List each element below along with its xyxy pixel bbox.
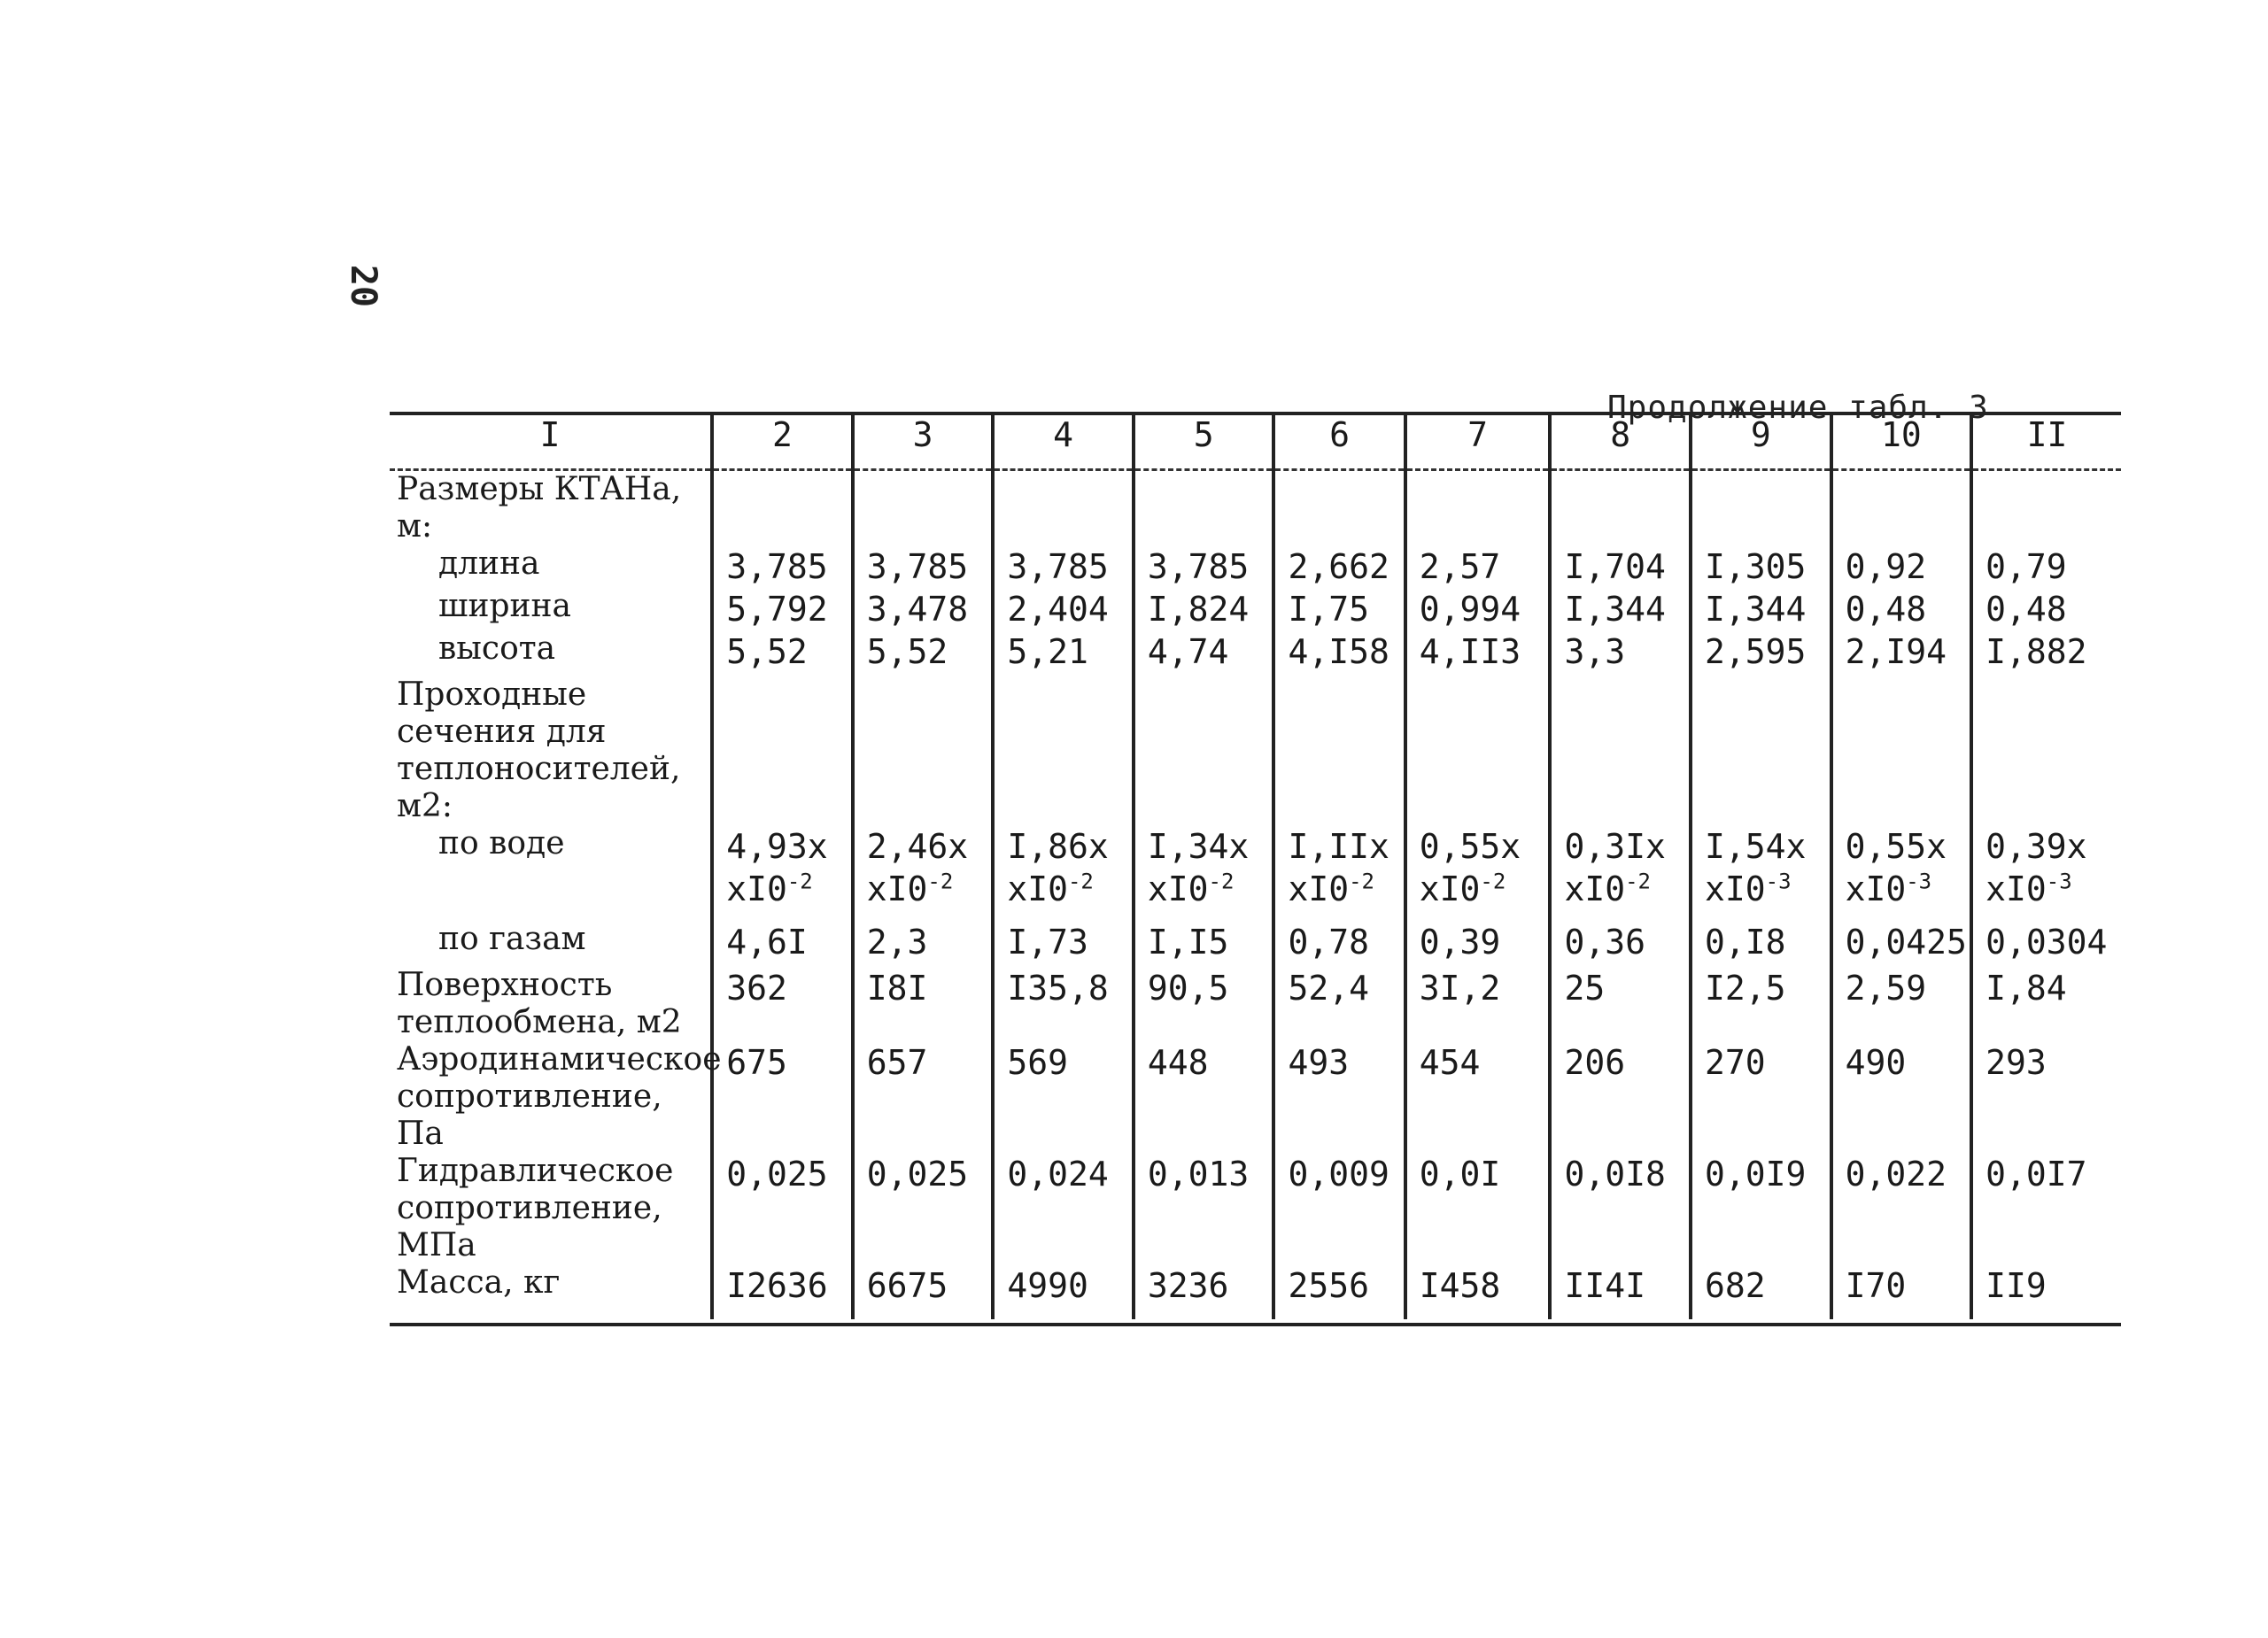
cell-value: 0,022	[1845, 1155, 1947, 1194]
table-cell	[1134, 630, 1274, 676]
cell-value: 0,0425	[1845, 923, 1967, 962]
table-cell	[853, 1153, 994, 1264]
table-cell	[1134, 470, 1274, 546]
table-row	[390, 921, 2121, 967]
table-cell	[1831, 868, 1972, 921]
table-cell	[993, 1264, 1134, 1319]
row-label: Аэродинамическое сопротивление, Па	[397, 1041, 722, 1152]
cell-value: 2,59	[1845, 969, 1927, 1008]
table-cell	[1134, 921, 1274, 967]
cell-value: 4,II3	[1419, 632, 1521, 671]
table-cell	[1691, 967, 1831, 1041]
cell-value: 454	[1419, 1043, 1481, 1082]
cell-value: 3,478	[866, 590, 969, 629]
table-cell	[1971, 588, 2121, 630]
cell-value: I,73	[1007, 923, 1088, 962]
cell-value: 4,6I	[726, 923, 808, 962]
cell-value: 490	[1845, 1043, 1907, 1082]
table-cell	[1691, 1153, 1831, 1264]
table-cell	[1971, 921, 2121, 967]
row-label: по воде	[438, 825, 565, 861]
cell-value: 0,0I7	[1985, 1155, 2087, 1194]
table-cell	[1273, 630, 1405, 676]
table-cell	[853, 868, 994, 921]
table-cell	[1550, 630, 1691, 676]
table-cell	[1550, 676, 1691, 825]
cell-value: 0,0I8	[1564, 1155, 1666, 1194]
cell-value: I2636	[726, 1266, 828, 1305]
page-number: 20	[343, 264, 384, 308]
cell-value: I458	[1419, 1266, 1501, 1305]
cell-value: 657	[866, 1043, 928, 1082]
cell-value: 0,55х	[1845, 827, 1947, 866]
data-table-wrapper	[390, 412, 2121, 1326]
row-label: Поверхность теплообмена, м2	[397, 967, 682, 1040]
table-cell	[993, 676, 1134, 825]
cell-value: 3,3	[1564, 632, 1626, 671]
cell-value: 0,I8	[1705, 923, 1786, 962]
cell-value: хI0	[1007, 869, 1068, 908]
table-cell	[1971, 470, 2121, 546]
table-cell	[1134, 1153, 1274, 1264]
table-cell	[1134, 967, 1274, 1041]
cell-value: хI0	[1288, 869, 1350, 908]
table-row	[390, 470, 2121, 546]
table-cell	[1831, 470, 1972, 546]
column-header-11: II	[1971, 415, 2121, 470]
cell-value: хI0	[1419, 869, 1481, 908]
table-cell	[1273, 868, 1405, 921]
table-cell	[712, 868, 853, 921]
row-label: Размеры КТАНа, м:	[397, 471, 682, 545]
table-cell	[1831, 545, 1972, 588]
table-cell	[712, 921, 853, 967]
table-cell	[1831, 1153, 1972, 1264]
cell-value: 6675	[866, 1266, 948, 1305]
table-row	[390, 967, 2121, 1041]
table-bottom-rule	[390, 1323, 2121, 1326]
table-cell	[712, 676, 853, 825]
cell-value: 2556	[1288, 1266, 1369, 1305]
table-cell	[1691, 470, 1831, 546]
table-cell	[853, 825, 994, 868]
cell-exponent: -3	[1765, 869, 1792, 894]
table-cell	[993, 825, 1134, 868]
cell-value: 0,39	[1419, 923, 1501, 962]
cell-value: I,34х	[1147, 827, 1250, 866]
table-cell	[1134, 1264, 1274, 1319]
cell-value: 4,I58	[1288, 632, 1389, 671]
cell-value: 4990	[1007, 1266, 1088, 1305]
table-cell	[993, 588, 1134, 630]
cell-value: 25	[1564, 969, 1606, 1008]
table-cell	[1273, 825, 1405, 868]
cell-value: 675	[726, 1043, 787, 1082]
table-cell	[1273, 1264, 1405, 1319]
table-cell	[993, 1041, 1134, 1153]
cell-value: 0,024	[1007, 1155, 1109, 1194]
table-row	[390, 1153, 2121, 1264]
table-cell	[1550, 545, 1691, 588]
table-cell	[1550, 588, 1691, 630]
cell-exponent: -2	[1208, 869, 1235, 894]
data-table	[390, 415, 2121, 1319]
cell-value: хI0	[1147, 869, 1209, 908]
table-cell	[1691, 676, 1831, 825]
table-cell	[1273, 545, 1405, 588]
table-cell	[1134, 588, 1274, 630]
cell-value: 2,3	[866, 923, 928, 962]
table-row	[390, 545, 2121, 588]
table-cell	[1831, 967, 1972, 1041]
table-row	[390, 630, 2121, 676]
table-cell	[1691, 1264, 1831, 1319]
table-cell	[853, 470, 994, 546]
cell-value: 4,93х	[726, 827, 828, 866]
table-cell	[1550, 868, 1691, 921]
table-cell	[1831, 588, 1972, 630]
cell-value: 0,0304	[1985, 923, 2108, 962]
table-caption: Продолжение табл. 3	[1607, 390, 1989, 426]
row-label: ширина	[438, 588, 571, 624]
table-cell	[993, 967, 1134, 1041]
table-cell	[712, 967, 853, 1041]
cell-value: 0,3Iх	[1564, 827, 1666, 866]
table-row	[390, 825, 2121, 868]
table-cell	[853, 630, 994, 676]
table-cell	[712, 825, 853, 868]
column-header-7: 7	[1405, 415, 1551, 470]
table-cell	[1273, 921, 1405, 967]
table-cell	[1831, 1041, 1972, 1153]
table-cell	[993, 868, 1134, 921]
table-cell	[1691, 868, 1831, 921]
column-header-6: 6	[1273, 415, 1405, 470]
table-cell	[853, 676, 994, 825]
row-label: Масса, кг	[397, 1264, 561, 1301]
table-cell	[853, 921, 994, 967]
cell-exponent: -2	[1480, 869, 1506, 894]
cell-value: хI0	[1705, 869, 1766, 908]
table-cell	[1971, 967, 2121, 1041]
cell-value: 2,46х	[866, 827, 969, 866]
table-cell	[712, 470, 853, 546]
table-cell	[1134, 868, 1274, 921]
column-header-1: I	[390, 415, 712, 470]
cell-value: 0,48	[1845, 590, 1927, 629]
column-header-2: 2	[712, 415, 853, 470]
cell-value: 0,92	[1845, 547, 1927, 586]
table-cell	[1134, 545, 1274, 588]
table-cell	[1134, 825, 1274, 868]
cell-value: I,86х	[1007, 827, 1109, 866]
cell-value: 3236	[1147, 1266, 1229, 1305]
table-cell	[853, 1041, 994, 1153]
table-cell	[993, 1153, 1134, 1264]
table-cell	[1405, 545, 1551, 588]
table-cell	[1550, 1153, 1691, 1264]
cell-value: 493	[1288, 1043, 1350, 1082]
cell-value: 52,4	[1288, 969, 1369, 1008]
cell-value: 270	[1705, 1043, 1766, 1082]
table-cell	[1971, 1153, 2121, 1264]
cell-value: I,824	[1147, 590, 1250, 629]
column-header-4: 4	[993, 415, 1134, 470]
cell-value: I,84	[1985, 969, 2067, 1008]
table-cell	[853, 545, 994, 588]
cell-value: 2,595	[1705, 632, 1807, 671]
table-cell	[1550, 967, 1691, 1041]
cell-value: II4I	[1564, 1266, 1645, 1305]
table-cell	[1273, 676, 1405, 825]
table-cell	[712, 588, 853, 630]
cell-value: 4,74	[1147, 632, 1229, 671]
table-cell	[1405, 825, 1551, 868]
table-cell	[1405, 967, 1551, 1041]
cell-value: 0,78	[1288, 923, 1369, 962]
cell-value: хI0	[866, 869, 928, 908]
table-cell	[993, 545, 1134, 588]
cell-value: 5,792	[726, 590, 828, 629]
cell-value: I,IIх	[1288, 827, 1389, 866]
row-label	[390, 868, 712, 921]
cell-value: 0,0I	[1419, 1155, 1501, 1194]
table-cell	[1691, 921, 1831, 967]
cell-value: 682	[1705, 1266, 1766, 1305]
table-cell	[1971, 868, 2121, 921]
table-row	[390, 588, 2121, 630]
table-cell	[1831, 1264, 1972, 1319]
cell-value: I,75	[1288, 590, 1369, 629]
cell-value: 2,57	[1419, 547, 1501, 586]
table-cell	[1971, 630, 2121, 676]
table-cell	[853, 588, 994, 630]
cell-value: I,704	[1564, 547, 1666, 586]
table-cell	[853, 967, 994, 1041]
column-header-8: 8	[1550, 415, 1691, 470]
table-cell	[853, 1264, 994, 1319]
table-cell	[1405, 868, 1551, 921]
table-cell	[1550, 921, 1691, 967]
table-cell	[1273, 967, 1405, 1041]
cell-exponent: -2	[1625, 869, 1651, 894]
cell-value: 293	[1985, 1043, 2047, 1082]
cell-value: I8I	[866, 969, 928, 1008]
cell-value: хI0	[1985, 869, 2047, 908]
table-cell	[1550, 1264, 1691, 1319]
table-row	[390, 868, 2121, 921]
cell-value: 3,785	[1147, 547, 1250, 586]
table-body	[390, 470, 2121, 1320]
table-cell	[1405, 470, 1551, 546]
cell-value: 2,404	[1007, 590, 1109, 629]
column-header-10: 10	[1831, 415, 1972, 470]
column-header-5: 5	[1134, 415, 1274, 470]
cell-value: хI0	[1845, 869, 1907, 908]
table-cell	[1405, 1153, 1551, 1264]
cell-value: I35,8	[1007, 969, 1109, 1008]
cell-value: 569	[1007, 1043, 1068, 1082]
cell-value: 90,5	[1147, 969, 1229, 1008]
cell-value: 5,21	[1007, 632, 1088, 671]
cell-value: I70	[1845, 1266, 1907, 1305]
row-label: по газам	[438, 921, 586, 957]
column-header-9: 9	[1691, 415, 1831, 470]
cell-value: хI0	[1564, 869, 1626, 908]
table-cell	[1550, 1041, 1691, 1153]
cell-value: 448	[1147, 1043, 1209, 1082]
table-cell	[1273, 588, 1405, 630]
table-cell	[1405, 1264, 1551, 1319]
table-cell	[1831, 825, 1972, 868]
table-cell	[993, 470, 1134, 546]
table-cell	[1831, 676, 1972, 825]
row-label: Гидравлическое сопротивление, МПа	[397, 1153, 674, 1263]
cell-value: 0,994	[1419, 590, 1521, 629]
table-cell	[1831, 630, 1972, 676]
table-cell	[993, 630, 1134, 676]
table-row	[390, 676, 2121, 825]
cell-value: II9	[1985, 1266, 2047, 1305]
cell-value: 0,013	[1147, 1155, 1250, 1194]
cell-value: I,54х	[1705, 827, 1807, 866]
table-cell	[1405, 676, 1551, 825]
table-cell	[1831, 921, 1972, 967]
table-cell	[712, 545, 853, 588]
table-cell	[1134, 676, 1274, 825]
table-row	[390, 1041, 2121, 1153]
table-cell	[1971, 1041, 2121, 1153]
table-row	[390, 1264, 2121, 1319]
cell-value: 362	[726, 969, 787, 1008]
table-cell	[1273, 1041, 1405, 1153]
cell-value: I2,5	[1705, 969, 1786, 1008]
table-cell	[1691, 588, 1831, 630]
table-cell	[712, 1264, 853, 1319]
cell-value: 5,52	[726, 632, 808, 671]
table-cell	[1691, 630, 1831, 676]
row-label: Проходные сечения для теплоносителей, м2:	[397, 676, 681, 824]
cell-value: 3I,2	[1419, 969, 1501, 1008]
table-cell	[1691, 545, 1831, 588]
table-cell	[1273, 1153, 1405, 1264]
table-cell	[1971, 825, 2121, 868]
cell-exponent: -2	[1067, 869, 1094, 894]
table-cell	[1405, 588, 1551, 630]
column-header-3: 3	[853, 415, 994, 470]
cell-exponent: -2	[786, 869, 813, 894]
table-cell	[712, 1153, 853, 1264]
cell-value: I,344	[1564, 590, 1666, 629]
cell-value: 0,0I9	[1705, 1155, 1807, 1194]
cell-value: 0,36	[1564, 923, 1645, 962]
row-label: высота	[438, 630, 556, 667]
table-cell	[1691, 1041, 1831, 1153]
table-cell	[1134, 1041, 1274, 1153]
cell-value: 0,79	[1985, 547, 2067, 586]
cell-value: 0,025	[726, 1155, 828, 1194]
table-cell	[1971, 676, 2121, 825]
cell-value: 3,785	[726, 547, 828, 586]
table-cell	[1405, 630, 1551, 676]
table-cell	[1273, 470, 1405, 546]
row-label: длина	[438, 545, 540, 582]
table-cell	[1405, 1041, 1551, 1153]
column-number-row	[390, 415, 2121, 470]
cell-value: 206	[1564, 1043, 1626, 1082]
cell-value: 0,009	[1288, 1155, 1389, 1194]
cell-value: I,882	[1985, 632, 2087, 671]
table-cell	[1550, 825, 1691, 868]
table-cell	[993, 921, 1134, 967]
cell-value: 3,785	[866, 547, 969, 586]
cell-exponent: -2	[1349, 869, 1374, 894]
cell-value: 0,48	[1985, 590, 2067, 629]
cell-value: хI0	[726, 869, 787, 908]
table-cell	[1691, 825, 1831, 868]
cell-value: 0,39х	[1985, 827, 2087, 866]
cell-value: 2,I94	[1845, 632, 1947, 671]
cell-value: 5,52	[866, 632, 948, 671]
table-cell	[1405, 921, 1551, 967]
cell-value: I,344	[1705, 590, 1807, 629]
cell-value: 3,785	[1007, 547, 1109, 586]
cell-exponent: -3	[2046, 869, 2072, 894]
table-cell	[1971, 545, 2121, 588]
cell-exponent: -2	[927, 869, 954, 894]
cell-exponent: -3	[1906, 869, 1932, 894]
cell-value: 2,662	[1288, 547, 1389, 586]
cell-value: I,305	[1705, 547, 1807, 586]
table-cell	[712, 1041, 853, 1153]
table-cell	[1971, 1264, 2121, 1319]
table-cell	[712, 630, 853, 676]
cell-value: 0,55х	[1419, 827, 1521, 866]
cell-value: 0,025	[866, 1155, 969, 1194]
table-cell	[1550, 470, 1691, 546]
cell-value: I,I5	[1147, 923, 1229, 962]
